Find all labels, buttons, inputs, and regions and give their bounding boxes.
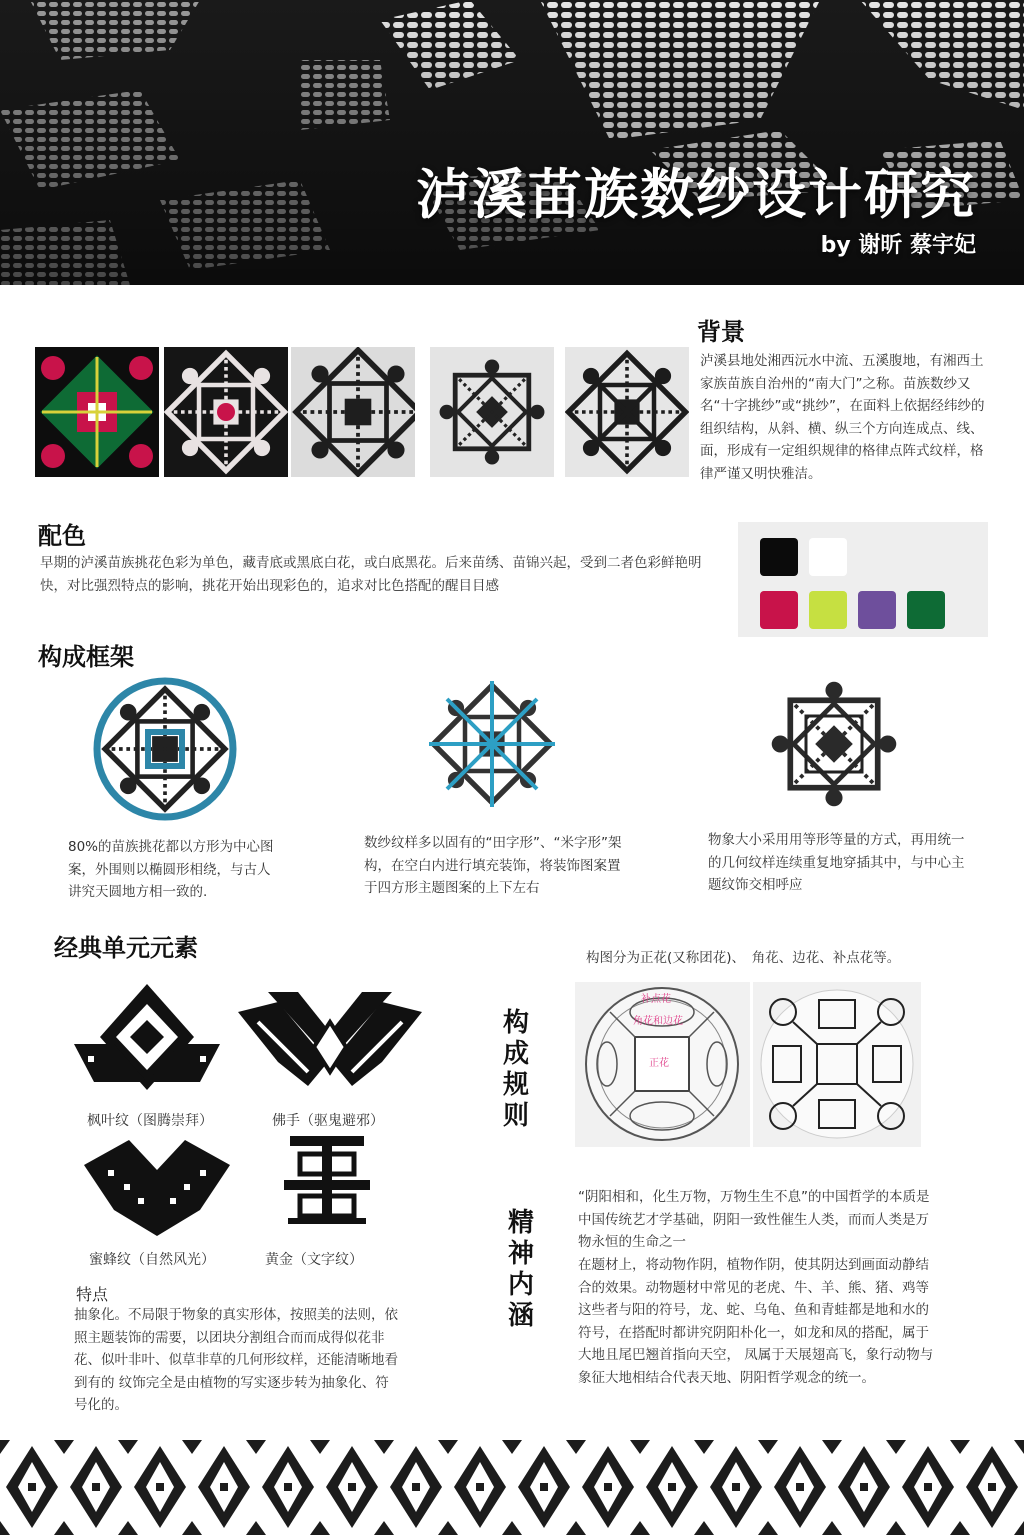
color-palette: [738, 522, 988, 637]
color-swatch: [858, 591, 896, 629]
section-heading-spirit: 精神内涵: [507, 1208, 534, 1331]
feature-heading: 特点: [76, 1285, 109, 1304]
embroidery-tile-dark: [164, 347, 288, 477]
rules-diagram-labeled: [575, 982, 750, 1147]
framework-text-1: 80%的苗族挑花都以方形为中心图案，外围则以椭圆形相绕，与古人讲究天圆地方相一致的.: [68, 839, 274, 900]
framework-diagram-circle: [92, 676, 238, 826]
header-banner: [0, 0, 1024, 285]
feature-text: 抽象化。不局限于物象的真实形体，按照美的法则，依照主题装饰的需要，以团块分割组合而而成得似花非花、似叶非叶、似草非草的几何形纹样，还能清晰地看到有的 纹饰完全是由植物的写实逐步转为抽象化、符号化的。: [74, 1307, 398, 1413]
rules-caption: 构图分为正花(又称团花)、 角花、边花、补点花等。: [586, 950, 901, 966]
framework-diagram-star: [424, 676, 560, 816]
section-heading-framework: 构成框架: [38, 643, 134, 671]
maple-leaf-motif: [74, 982, 220, 1104]
background-text: 泸溪县地处湘西沅水中流、五溪腹地，有湘西土家族苗族自治州的“南大门”之称。苗族数纱又名“十字挑纱”或“挑纱”，在面料上依据经纬纱的组织结构，从斜、横、纵三个方向连成点、线、面，形成有一定组织规律的格律点阵式纹样，格律严谨又明快雅洁。: [700, 353, 985, 482]
rules-diagram-plain: [753, 982, 921, 1147]
color-swatch: [809, 538, 847, 576]
section-heading-background: 背景: [697, 318, 745, 346]
embroidery-tile-light-2: [430, 347, 554, 477]
label-zheng: 正花: [649, 1058, 669, 1069]
section-heading-rules: 构成规则: [502, 1008, 529, 1131]
caption-gold: 黄金（文字纹）: [265, 1252, 363, 1268]
bee-motif: [84, 1140, 230, 1240]
caption-bee: 蜜蜂纹（自然风光）: [89, 1252, 215, 1268]
color-swatch: [809, 591, 847, 629]
embroidery-tile-light-3: [565, 347, 689, 477]
spirit-text-1: “阴阳相和，化生万物，万物生生不息”的中国哲学的本质是中国传统艺才学基础，阴阳一致性催生人类，而而人类是万物永恒的生命之一: [578, 1189, 930, 1250]
author-byline: by 谢昕 蔡宇妃: [820, 233, 976, 258]
buddha-hand-motif: [238, 992, 422, 1092]
embroidery-tile-light-1: [291, 347, 415, 477]
color-text: 早期的泸溪苗族挑花色彩为单色，藏青底或黑底白花，或白底黑花。后来苗绣、苗锦兴起，受到二者色彩鲜艳明快，对比强烈特点的影响，挑花开始出现彩色的，追求对比色搭配的醒目目感: [40, 555, 702, 594]
page-title: 泸溪苗族数纱设计研究: [416, 163, 976, 226]
section-heading-elements: 经典单元元素: [54, 934, 198, 962]
gold-character-motif: [282, 1134, 372, 1228]
color-swatch: [760, 538, 798, 576]
label-budian: 补点花: [641, 994, 671, 1005]
framework-diagram-diamond: [766, 676, 902, 816]
color-swatch: [907, 591, 945, 629]
footer-pattern-border: [0, 1440, 1024, 1535]
spirit-text-2: 在题材上，将动物作阴，植物作阴，使其阴达到画面动静结合的效果。动物题材中常见的老虎、牛、羊、熊、猪、鸡等这些者与阳的符号，龙、蛇、乌龟、鱼和青蛙都是地和水的符号，在搭配时都讲究阴阳朴化一，如龙和凤的搭配，属于大地且尾巴翘首指向天空， 凤属于天展翅高飞，象行动物与象征大地相结合代表天地、阴阳哲学观念的统一。: [578, 1257, 934, 1386]
framework-text-3: 物象大小采用用等形等量的方式，再用统一的几何纹样连续重复地穿插其中，与中心主题纹饰交相呼应: [708, 832, 965, 893]
framework-text-2: 数纱纹样多以固有的“田字形”、“米字形”架构，在空白内进行填充装饰，将装饰图案置于四方形主题图案的上下左右: [364, 835, 622, 896]
color-swatch: [760, 591, 798, 629]
section-heading-color: 配色: [38, 522, 86, 550]
caption-buddha-hand: 佛手（驱鬼避邪）: [272, 1113, 384, 1129]
embroidery-tile-colored: [35, 347, 159, 477]
caption-maple-leaf: 枫叶纹（图腾崇拜）: [87, 1113, 213, 1129]
label-jiaobian: 角花和边花: [633, 1016, 683, 1027]
